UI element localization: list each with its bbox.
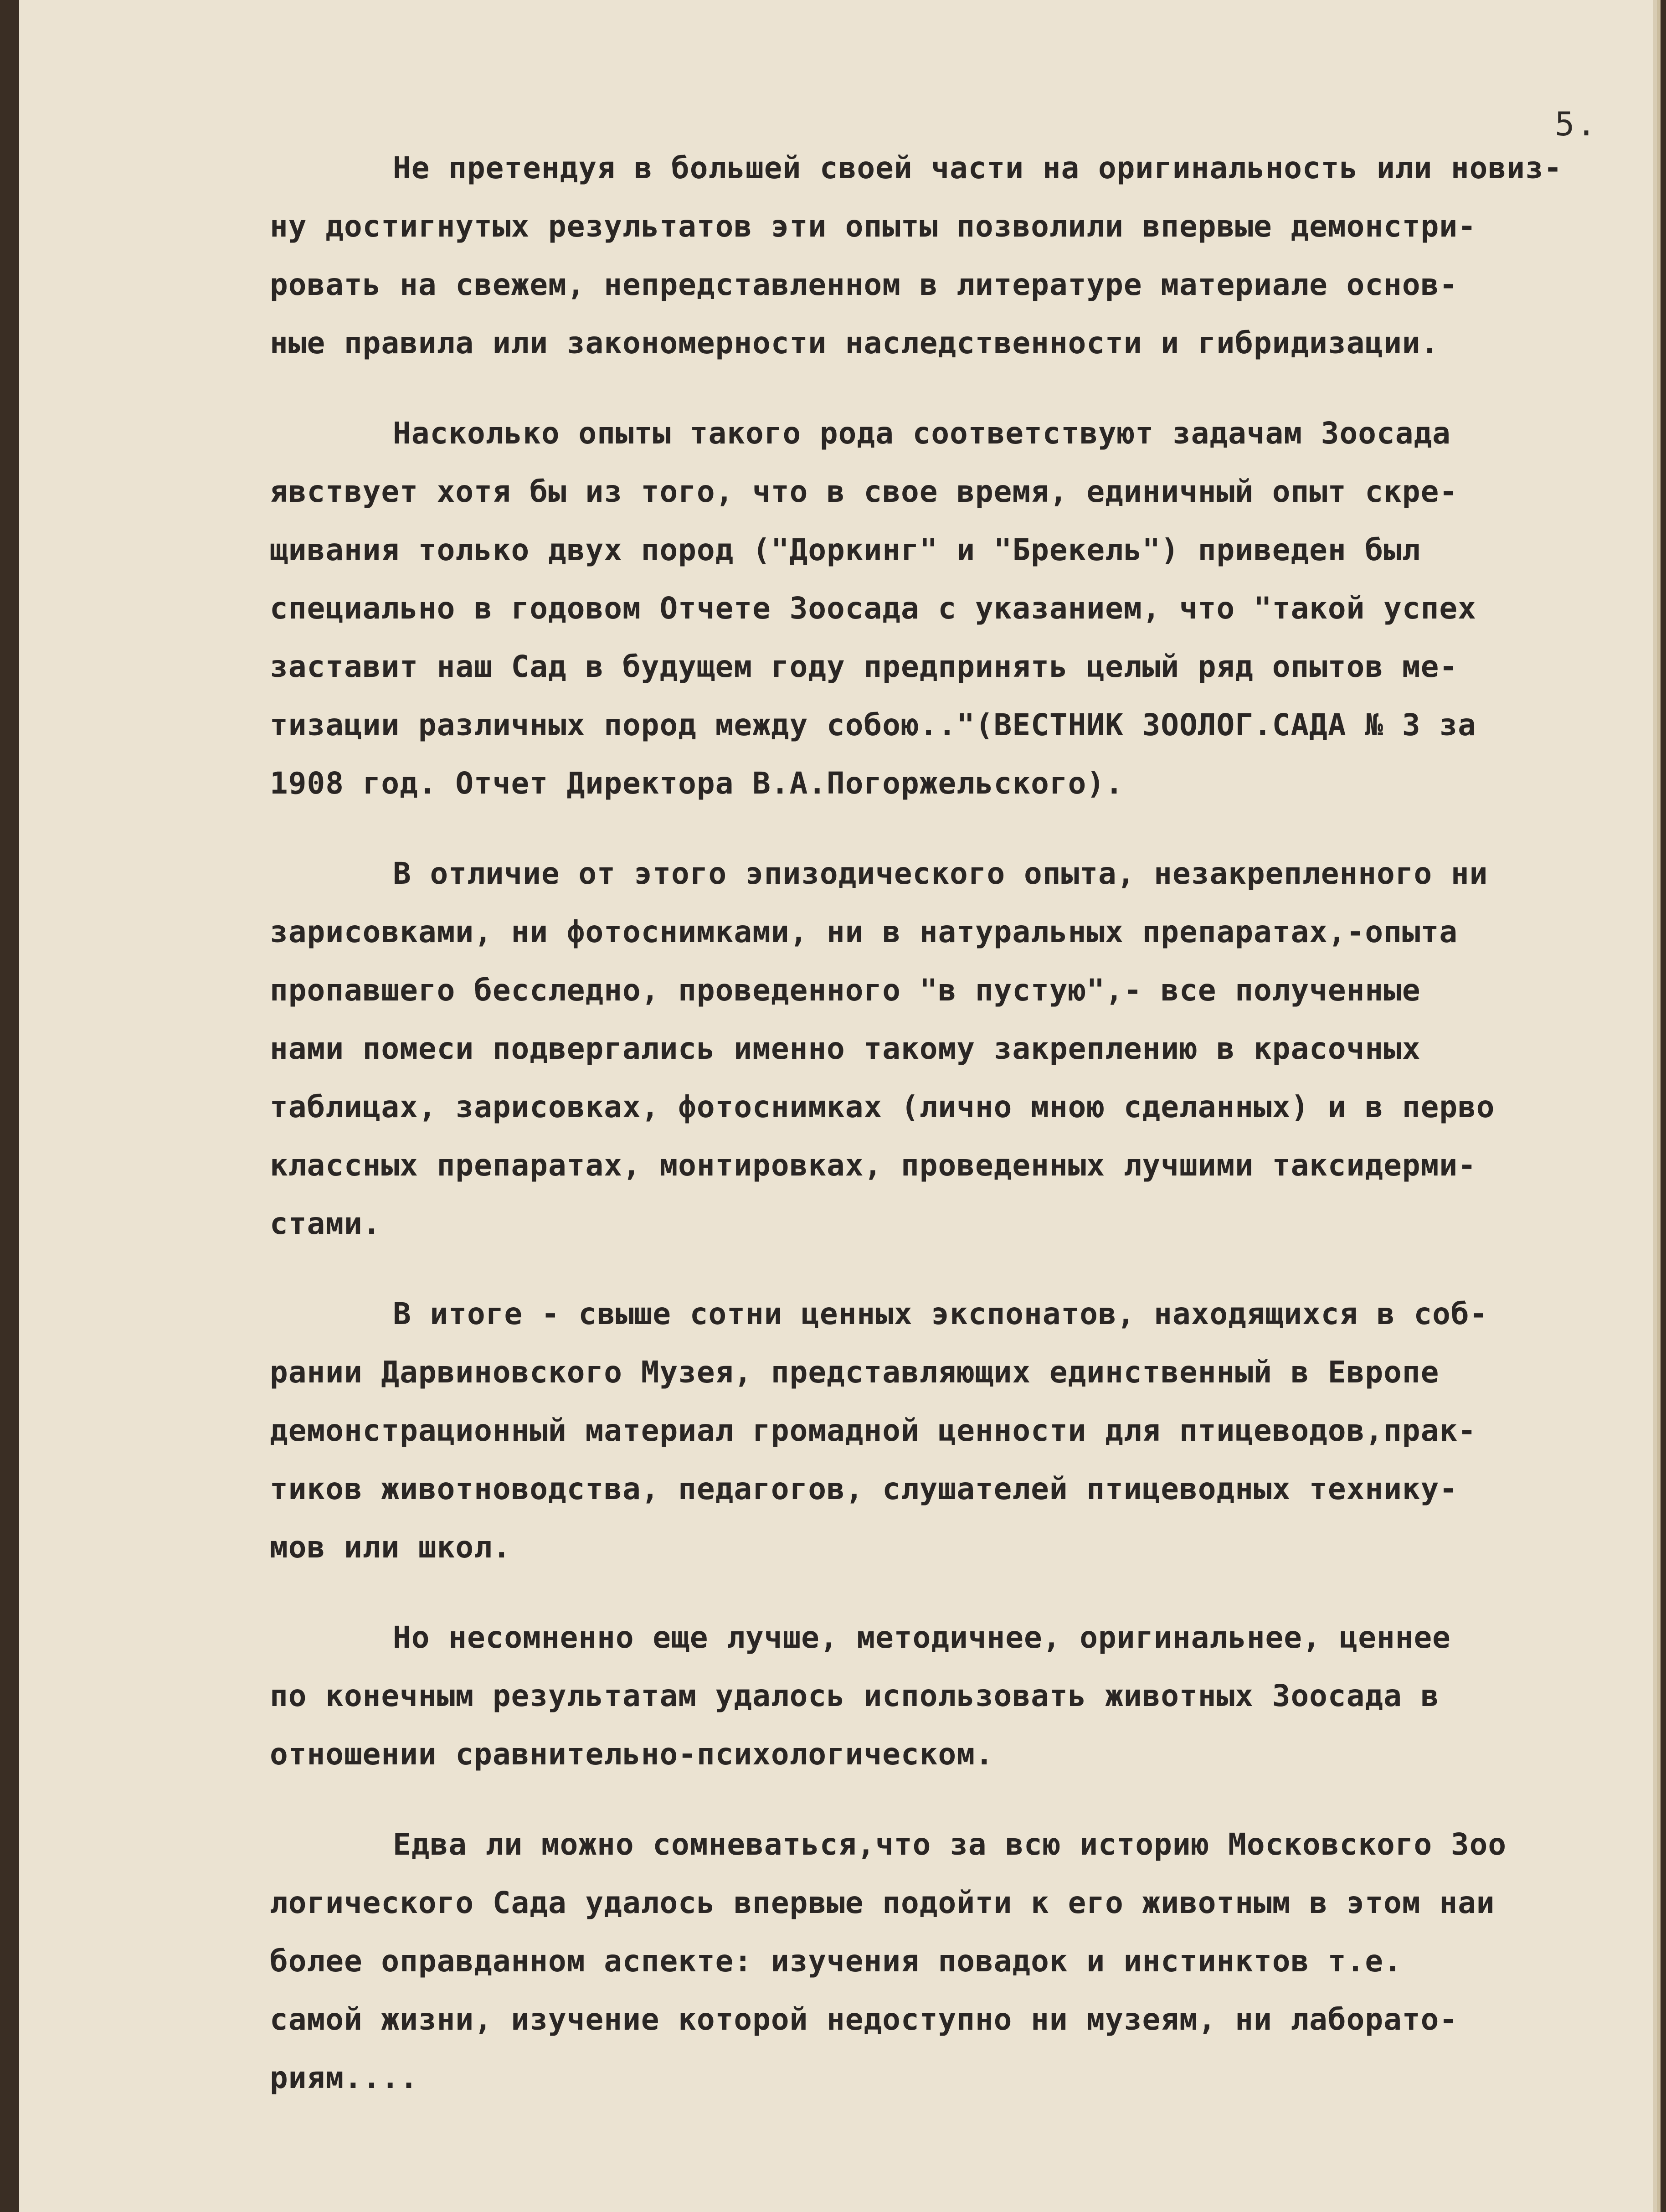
text-line: В отличие от этого эпизодического опыта, незакрепленного ни — [393, 856, 1488, 891]
text-line: нами помеси подвергались именно такому закреплению в красочных — [270, 1031, 1421, 1066]
text-line: Едва ли можно сомневаться,что за всю историю Московского Зоо — [393, 1827, 1507, 1862]
paragraph — [270, 845, 1609, 1253]
text-line: Но несомненно еще лучше, методичнее, оригинальнее, ценнее — [393, 1620, 1451, 1655]
text-line: тиков животноводства, педагогов, слушателей птицеводных технику- — [270, 1471, 1458, 1506]
paragraph — [270, 1285, 1609, 1577]
text-line: демонстрационный материал громадной ценности для птицеводов,прак- — [270, 1413, 1476, 1448]
page-number: 5. — [1555, 105, 1598, 143]
text-line: ровать на свежем, непредставленном в литературе материале основ- — [270, 267, 1458, 302]
text-line: риям.... — [270, 2060, 418, 2095]
paragraph-gap — [270, 1577, 1609, 1609]
text-line: ну достигнутых результатов эти опыты позволили впервые демонстри- — [270, 209, 1476, 244]
paragraph — [270, 1609, 1609, 1784]
paragraph-gap — [270, 813, 1609, 845]
typewritten-page — [19, 0, 1653, 2212]
text-line: самой жизни, изучение которой недоступно ни музеям, ни лаборато- — [270, 2002, 1458, 2037]
text-line: явствует хотя бы из того, что в свое время, единичный опыт скре- — [270, 474, 1458, 509]
text-line: ные правила или закономерности наследственности и гибридизации. — [270, 325, 1440, 361]
text-line: отношении сравнительно-психологическом. — [270, 1737, 994, 1772]
paragraph-gap — [270, 372, 1609, 404]
paragraph — [270, 1815, 1609, 2107]
paragraph-gap — [270, 1253, 1609, 1285]
text-line: мов или школ. — [270, 1530, 511, 1565]
text-line: классных препаратах, монтировках, проведенных лучшими таксидерми- — [270, 1148, 1476, 1183]
text-line: более оправданном аспекте: изучения повадок и инстинктов т.е. — [270, 1944, 1402, 1979]
text-line: специально в годовом Отчете Зоосада с указанием, что "такой успех — [270, 591, 1476, 626]
text-line: таблицах, зарисовках, фотоснимках (лично мною сделанных) и в перво — [270, 1089, 1495, 1124]
text-line: Насколько опыты такого рода соответствуют задачам Зоосада — [393, 416, 1451, 451]
paragraph — [270, 139, 1609, 372]
text-line: Не претендуя в большей своей части на оригинальность или новиз- — [393, 150, 1563, 186]
paragraph — [270, 404, 1609, 813]
text-line: 1908 год. Отчет Директора В.А.Погоржельского). — [270, 766, 1124, 801]
typescript-body — [270, 139, 1609, 2107]
text-line: пропавшего бесследно, проведенного "в пустую",- все полученные — [270, 973, 1421, 1008]
text-line: по конечным результатам удалось использовать животных Зоосада в — [270, 1678, 1440, 1713]
text-line: щивания только двух пород ("Доркинг" и "Брекель") приведен был — [270, 532, 1421, 567]
text-line: стами. — [270, 1206, 381, 1241]
text-line: тизации различных пород между собою.."(ВЕСТНИК ЗООЛОГ.САДА № 3 за — [270, 707, 1476, 742]
paragraph-gap — [270, 1784, 1609, 1815]
text-line: логического Сада удалось впервые подойти к его животным в этом наи — [270, 1885, 1495, 1920]
text-line: рании Дарвиновского Музея, представляющих единственный в Европе — [270, 1355, 1440, 1390]
text-line: В итоге - свыше сотни ценных экспонатов, находящихся в соб- — [393, 1296, 1488, 1331]
text-line: заставит наш Сад в будущем году предпринять целый ряд опытов ме- — [270, 649, 1458, 684]
text-line: зарисовками, ни фотоснимками, ни в натуральных препаратах,-опыта — [270, 914, 1458, 949]
